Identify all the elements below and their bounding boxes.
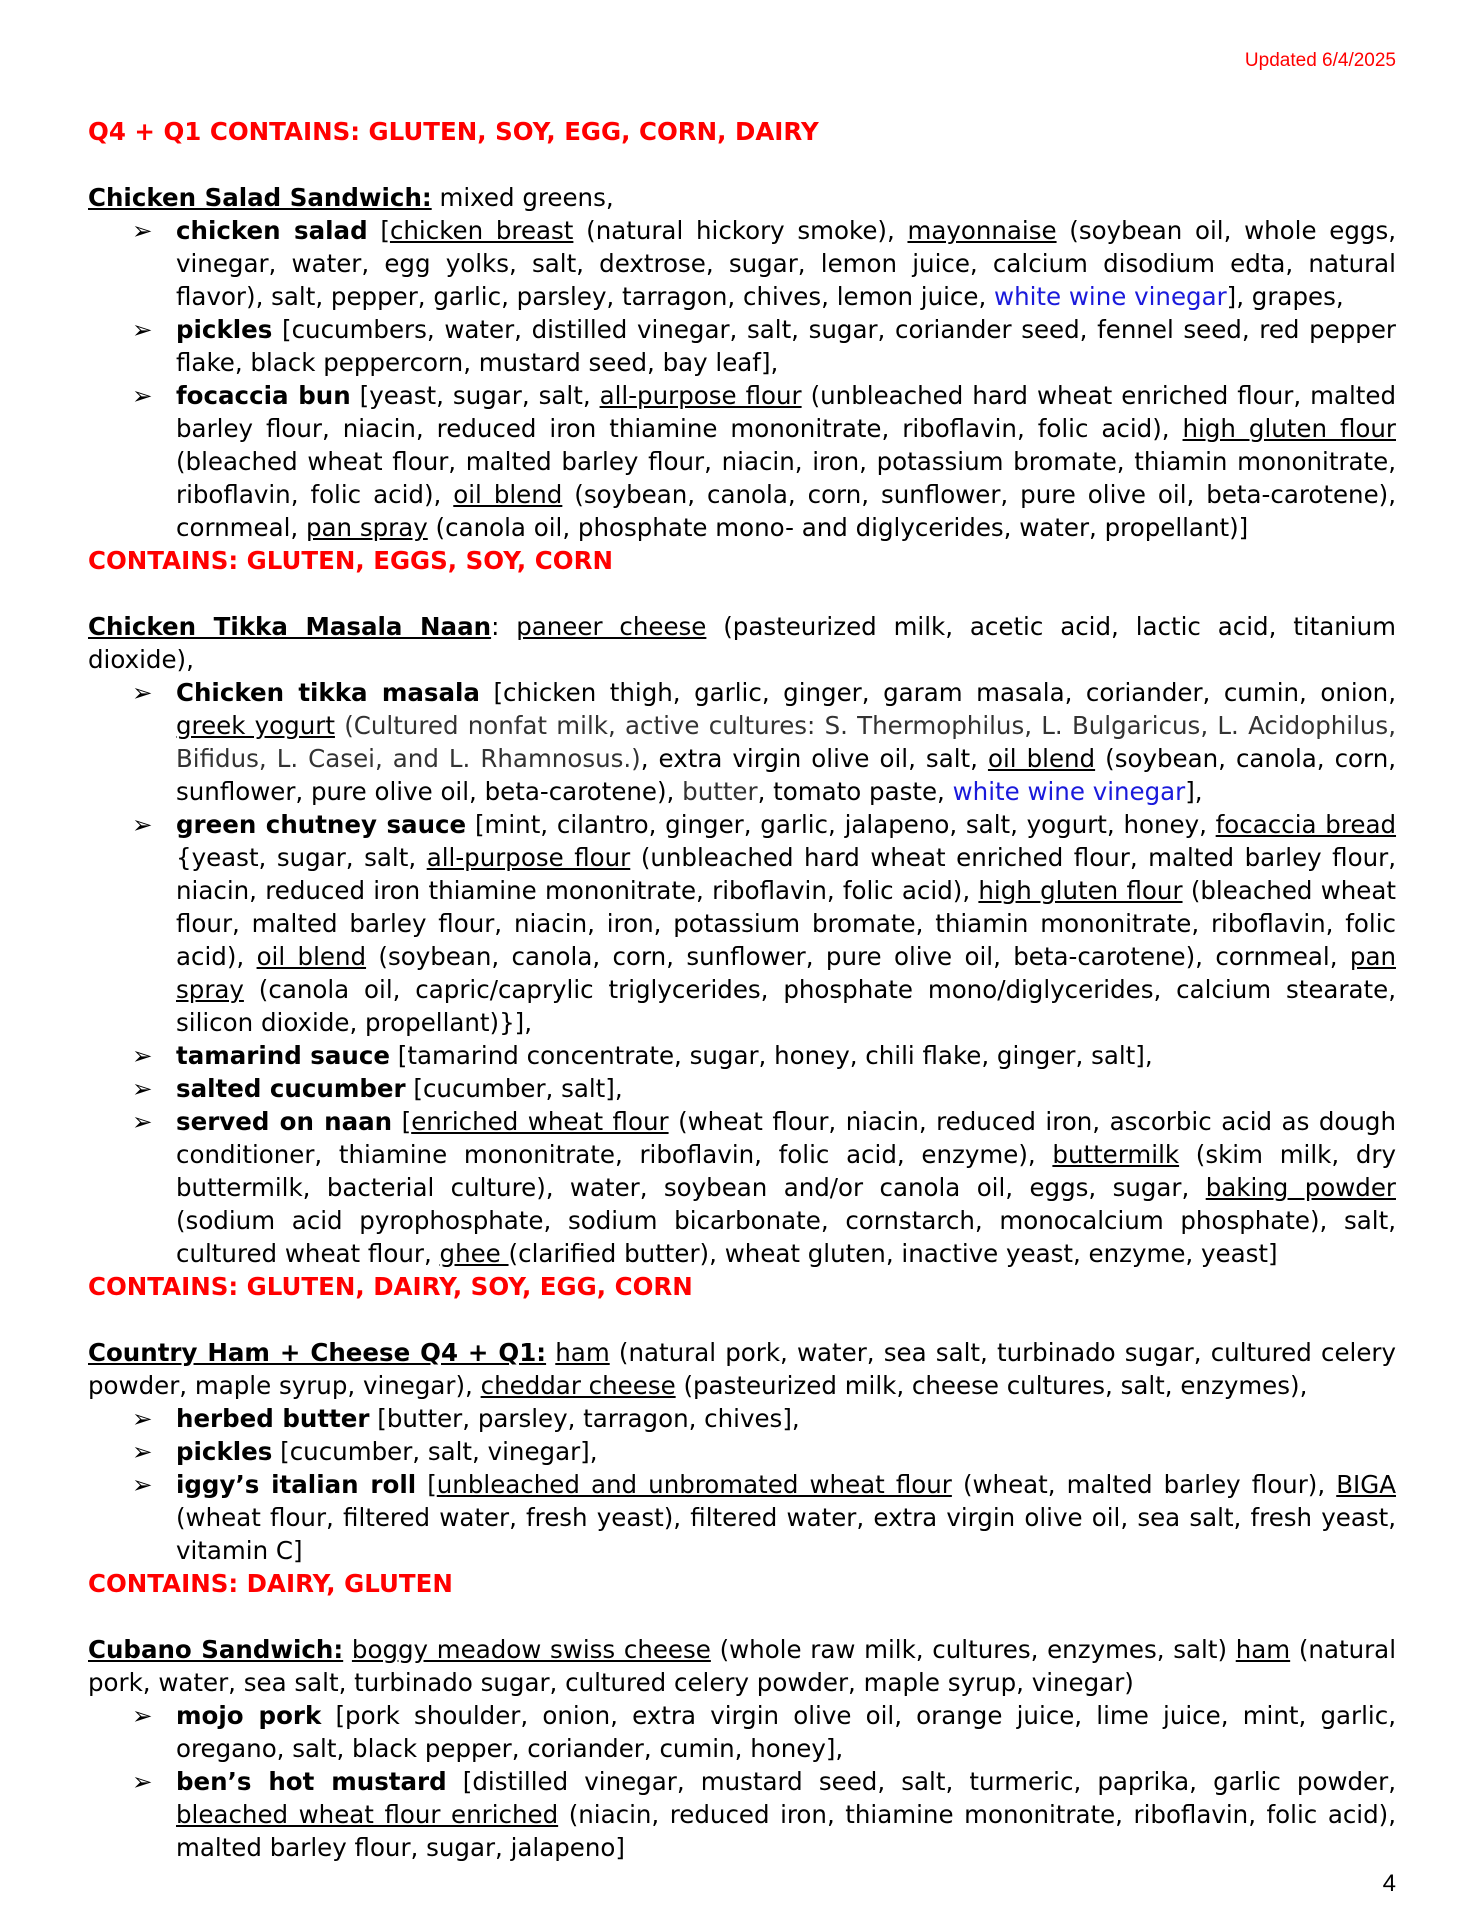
arrow-bullet-icon: ➢ bbox=[132, 1701, 153, 1730]
ingredient-item: ➢ pickles [cucumbers, water, distilled vinegar, salt, sugar, coriander seed, fennel seed, red pepper flake, black peppercorn, mustard seed, bay leaf], bbox=[132, 315, 1396, 377]
section-cubano-sandwich bbox=[88, 1633, 1396, 1864]
allergen-statement: CONTAINS: GLUTEN, DAIRY, SOY, EGG, CORN bbox=[88, 1272, 693, 1301]
ingredient-item: ➢ focaccia bun [yeast, sugar, salt, all-purpose flour (unbleached hard wheat enriched flour, malted barley flour, niacin, reduced iron thiamine mononitrate, riboflavin, folic acid), high gluten flour (bleached wheat flour, malted barley flour, niacin, iron, potassium bromate, thiamin mononitrate, riboflavin, folic acid), oil blend (soybean, canola, corn, sunflower, pure olive oil, beta-carotene), cornmeal, pan spray (canola oil, phosphate mono- and diglycerides, water, propellant)] bbox=[132, 381, 1396, 542]
ingredient-item: ➢ green chutney sauce [mint, cilantro, ginger, garlic, jalapeno, salt, yogurt, honey, focaccia bread {yeast, sugar, salt, all-purpose flour (unbleached hard wheat enriched flour, malted barley flour, niacin, reduced iron thiamine mononitrate, riboflavin, folic acid), high gluten flour (bleached wheat flour, malted barley flour, niacin, iron, potassium bromate, thiamin mononitrate, riboflavin, folic acid), oil blend (soybean, canola, corn, sunflower, pure olive oil, beta-carotene), cornmeal, pan spray (canola oil, capric/caprylic triglycerides, phosphate mono/diglycerides, calcium stearate, silicon dioxide, propellant)}], bbox=[132, 810, 1397, 1037]
allergen-statement: CONTAINS: GLUTEN, EGGS, SOY, CORN bbox=[88, 546, 613, 575]
item-title: Country Ham + Cheese Q4 + Q1: bbox=[88, 1338, 547, 1367]
ingredient-list bbox=[88, 676, 1396, 1270]
ingredient-item: ➢ tamarind sauce [tamarind concentrate, sugar, honey, chili flake, ginger, salt], bbox=[132, 1041, 1153, 1070]
ingredient-item: ➢ Chicken tikka masala [chicken thigh, garlic, ginger, garam masala, coriander, cumin, onion, greek yogurt (Cultured nonfat milk, active cultures: S. Thermophilus, L. Bulgaricus, L. Acidophilus, Bifidus, L. Casei, and L. Rhamnosus.), extra virgin olive oil, salt, oil blend (soybean, canola, corn, sunflower, pure olive oil, beta-carotene), butter, tomato paste, white wine vinegar], bbox=[132, 678, 1397, 806]
ingredient-item: ➢ served on naan [enriched wheat flour (wheat flour, niacin, reduced iron, ascorbic acid as dough conditioner, thiamine mononitrate, riboflavin, folic acid, enzyme), buttermilk (skim milk, dry buttermilk, bacterial culture), water, soybean and/or canola oil, eggs, sugar, baking powder (sodium acid pyrophosphate, sodium bicarbonate, cornstarch, monocalcium phosphate), salt, cultured wheat flour, ghee (clarified butter), wheat gluten, inactive yeast, enzyme, yeast] bbox=[132, 1107, 1396, 1268]
ingredient-item: ➢ pickles [cucumber, salt, vinegar], bbox=[132, 1437, 598, 1466]
ingredient-item: ➢ mojo pork [pork shoulder, onion, extra virgin olive oil, orange juice, lime juice, mint, garlic, oregano, salt, black pepper, coriander, cumin, honey], bbox=[132, 1701, 1396, 1763]
section-intro: Country Ham + Cheese Q4 + Q1: ham (natural pork, water, sea salt, turbinado sugar, cultured celery powder, maple syrup, vinegar), cheddar cheese (pasteurized milk, cheese cultures, salt, enzymes), bbox=[88, 1338, 1396, 1400]
ingredient-list bbox=[88, 1699, 1396, 1864]
arrow-bullet-icon: ➢ bbox=[132, 1404, 153, 1433]
arrow-bullet-icon: ➢ bbox=[132, 1470, 153, 1499]
updated-date: Updated 6/4/2025 bbox=[1244, 50, 1396, 71]
arrow-bullet-icon: ➢ bbox=[132, 1437, 153, 1466]
ingredient-item: ➢ chicken salad [chicken breast (natural hickory smoke), mayonnaise (soybean oil, whole eggs, vinegar, water, egg yolks, salt, dextrose, sugar, lemon juice, calcium disodium edta, natural flavor), salt, pepper, garlic, parsley, tarragon, chives, lemon juice, white wine vinegar], grapes, bbox=[132, 216, 1396, 311]
section-intro: Chicken Salad Sandwich: mixed greens, bbox=[88, 183, 614, 212]
arrow-bullet-icon: ➢ bbox=[132, 315, 153, 344]
section-chicken-tikka-masala-naan bbox=[88, 610, 1396, 1303]
allergen-statement: CONTAINS: DAIRY, GLUTEN bbox=[88, 1569, 453, 1598]
document-body bbox=[88, 115, 1396, 1864]
page-allergen-header: Q4 + Q1 CONTAINS: GLUTEN, SOY, EGG, CORN, DAIRY bbox=[88, 117, 819, 146]
ingredient-list bbox=[88, 1402, 1396, 1567]
section-country-ham-cheese bbox=[88, 1336, 1396, 1600]
arrow-bullet-icon: ➢ bbox=[132, 1041, 153, 1070]
arrow-bullet-icon: ➢ bbox=[132, 381, 153, 410]
ingredient-item: ➢ salted cucumber [cucumber, salt], bbox=[132, 1074, 623, 1103]
ingredient-item: ➢ herbed butter [butter, parsley, tarragon, chives], bbox=[132, 1404, 800, 1433]
item-title: Cubano Sandwich: bbox=[88, 1635, 344, 1664]
arrow-bullet-icon: ➢ bbox=[132, 1107, 153, 1136]
section-intro: Cubano Sandwich: boggy meadow swiss cheese (whole raw milk, cultures, enzymes, salt) ham (natural pork, water, sea salt, turbinado sugar, cultured celery powder, maple syrup, vinegar) bbox=[88, 1635, 1396, 1697]
item-title: Chicken Tikka Masala Naan bbox=[88, 612, 492, 641]
ingredient-item: ➢ iggy’s italian roll [unbleached and unbromated wheat flour (wheat, malted barley flour), BIGA (wheat flour, filtered water, fresh yeast), filtered water, extra virgin olive oil, sea salt, fresh yeast, vitamin C] bbox=[132, 1470, 1396, 1565]
section-intro: Chicken Tikka Masala Naan: paneer cheese (pasteurized milk, acetic acid, lactic acid, titanium dioxide), bbox=[88, 612, 1396, 674]
ingredient-item: ➢ ben’s hot mustard [distilled vinegar, mustard seed, salt, turmeric, paprika, garlic powder, bleached wheat flour enriched (niacin, reduced iron, thiamine mononitrate, riboflavin, folic acid), malted barley flour, sugar, jalapeno] bbox=[132, 1767, 1397, 1862]
ingredient-list bbox=[88, 214, 1396, 544]
section-chicken-salad-sandwich bbox=[88, 181, 1396, 577]
arrow-bullet-icon: ➢ bbox=[132, 1767, 153, 1796]
item-title: Chicken Salad Sandwich: bbox=[88, 183, 432, 212]
arrow-bullet-icon: ➢ bbox=[132, 678, 153, 707]
page-number: 4 bbox=[1382, 1870, 1396, 1897]
arrow-bullet-icon: ➢ bbox=[132, 810, 153, 839]
arrow-bullet-icon: ➢ bbox=[132, 216, 153, 245]
arrow-bullet-icon: ➢ bbox=[132, 1074, 153, 1103]
